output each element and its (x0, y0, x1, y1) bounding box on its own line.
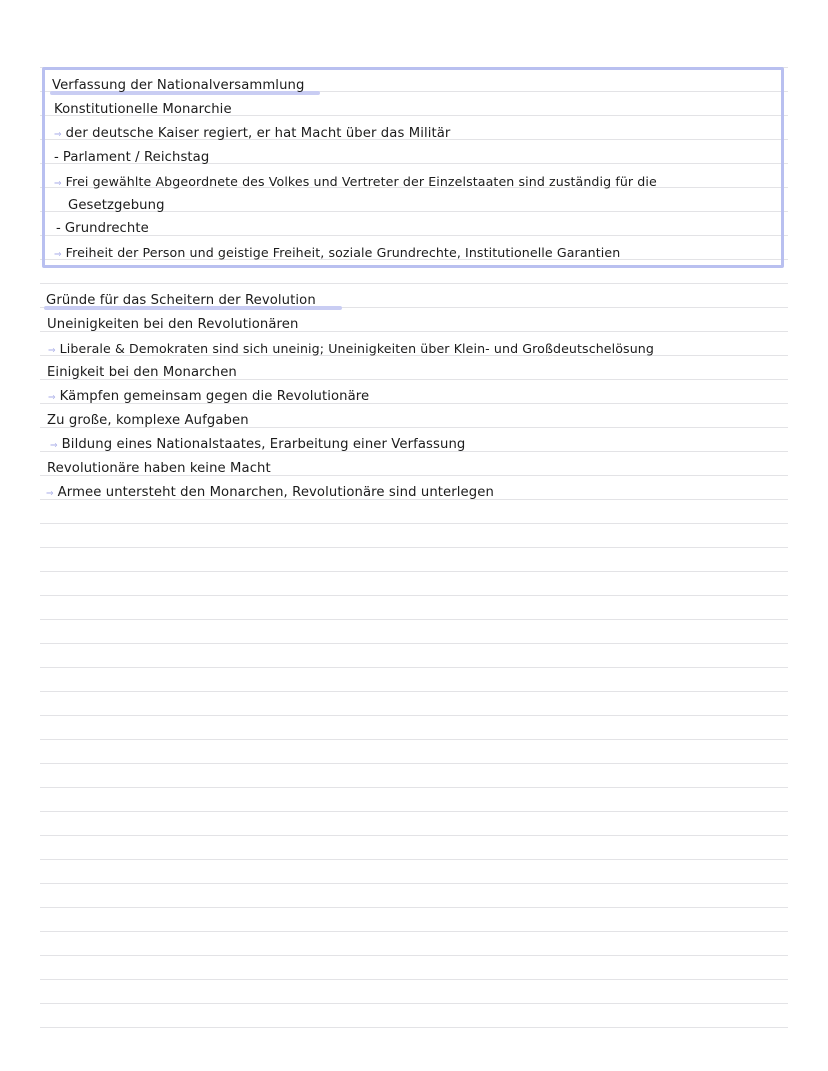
ruling-line (40, 931, 788, 932)
ruling-line (40, 811, 788, 812)
section1-line: ⇒ Freiheit der Person und geistige Freiheit, soziale Grundrechte, Institutionelle Garantien (54, 245, 621, 260)
section2-line: ⇒ Bildung eines Nationalstaates, Erarbeitung einer Verfassung (50, 437, 466, 452)
ruling-line (40, 619, 788, 620)
section1-line: Gesetzgebung (68, 198, 165, 213)
arrow-icon: ⇒ (46, 489, 54, 499)
arrow-icon: ⇒ (48, 393, 56, 403)
ruling-line (40, 979, 788, 980)
section2-line: ⇒ Liberale & Demokraten sind sich uneinig; Uneinigkeiten über Klein- und Großdeutschelösung (48, 341, 654, 356)
ruling-line (40, 907, 788, 908)
ruling-line (40, 715, 788, 716)
section1-line: - Parlament / Reichstag (54, 150, 210, 165)
ruling-line (40, 883, 788, 884)
section2-title: Gründe für das Scheitern der Revolution (46, 293, 316, 308)
arrow-icon: ⇒ (54, 250, 62, 260)
ruling-line (40, 739, 788, 740)
ruling-line (40, 547, 788, 548)
ruling-line (40, 859, 788, 860)
section1-line: Konstitutionelle Monarchie (54, 102, 232, 117)
section1-title: Verfassung der Nationalversammlung (52, 78, 305, 93)
ruling-line (40, 523, 788, 524)
section2-line: Einigkeit bei den Monarchen (47, 365, 237, 380)
section2-line: Revolutionäre haben keine Macht (47, 461, 271, 476)
arrow-icon: ⇒ (50, 441, 58, 451)
arrow-icon: ⇒ (54, 130, 62, 140)
ruling-line (40, 667, 788, 668)
section2-line: Zu große, komplexe Aufgaben (47, 413, 249, 428)
ruling-line (40, 595, 788, 596)
section2-line: ⇒ Kämpfen gemeinsam gegen die Revolutionäre (48, 389, 370, 404)
ruling-line (40, 643, 788, 644)
section1-line: ⇒ der deutsche Kaiser regiert, er hat Macht über das Militär (54, 126, 451, 141)
ruling-line (40, 283, 788, 284)
ruling-line (40, 1003, 788, 1004)
ruling-line (40, 571, 788, 572)
constitution-box (42, 67, 784, 268)
section2-line: Uneinigkeiten bei den Revolutionären (47, 317, 299, 332)
section1-line: - Grundrechte (56, 221, 149, 236)
arrow-icon: ⇒ (48, 346, 56, 356)
dash-bullet: - (56, 221, 61, 236)
ruling-line (40, 787, 788, 788)
ruling-line (40, 691, 788, 692)
ruling-line (40, 763, 788, 764)
ruling-line (40, 835, 788, 836)
ruling-line (40, 955, 788, 956)
arrow-icon: ⇒ (54, 179, 62, 189)
section1-line: ⇒ Frei gewählte Abgeordnete des Volkes und Vertreter der Einzelstaaten sind zuständig für die (54, 174, 657, 189)
section2-line: ⇒ Armee untersteht den Monarchen, Revolutionäre sind unterlegen (46, 485, 494, 500)
dash-bullet: - (54, 150, 59, 165)
ruling-line (40, 1027, 788, 1028)
